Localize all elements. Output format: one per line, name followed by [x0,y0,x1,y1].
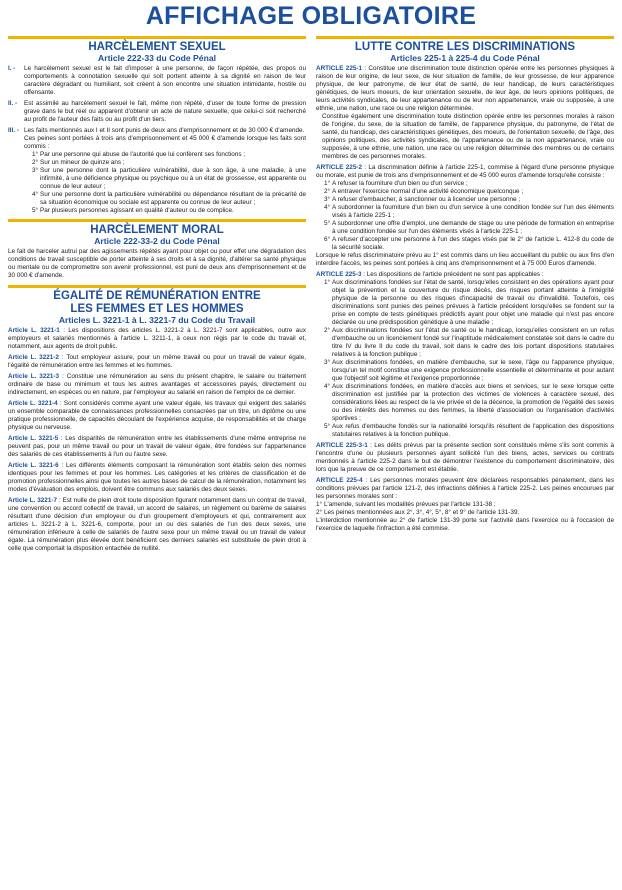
section-title-harcelement-moral: HARCÈLEMENT MORAL [90,224,224,236]
item-text: Aux discriminations fondées sur l'état de santé ou le handicap, lorsqu'elles consistent en un refus d'embauche ou un licenciement fondé sur l'inaptitude médicalement constatée soit dans le cadre du titre IV du livre II du code du travail, soit dans le cadre des lois portant dispositions statutaires relatives à la fonction publique ; [332,327,614,358]
list-item [32,167,306,191]
item-text: A refuser d'accepter une personne à l'un des stages visés par le 2° de l'article L. 412-8 du code de la sécurité sociale. [332,236,614,251]
article-label: Article L. 3221-7 [8,497,57,504]
item-text: A subordonner la fourniture d'un bien ou d'un service à une condition fondée sur l'un des éléments visés à l'article 225-1 ; [332,204,614,219]
list-item [324,180,614,188]
article-text: : Est nulle de plein droit toute disposition figurant notamment dans un contrat de travail, une convention ou accord collectif de travail, un accord de salaires, un règlement ou barème de salaires résultant d'une décision d'un employeur ou d'un groupement d'employeurs et qui, contrairement aux articles L. 3221-2 à L. 3221-6, comporte, pour un ou des salariés de l'un des deux sexes, une rémunération inférieure à celle de salariés de l'autre sexe pour un même travail ou un travail de valeur égale. La rémunération plus élevée dont bénéficient ces derniers salariés est substituée de plein droit à celle que comportait la disposition entachée de nullité. [8,497,306,552]
article-label: Article L. 3221-2 [8,354,59,361]
item-number: 5° [324,423,331,430]
item-number: 3° [324,359,331,366]
article-225-3 [316,271,614,279]
list-item [324,279,614,327]
section-title-discriminations: LUTTE CONTRE LES DISCRIMINATIONS [354,41,576,53]
paragraph-text-block [24,127,306,151]
item-number: 2° [324,188,331,195]
article-label: Article L. 3221-5 [8,435,59,442]
item-text: Par une personne qui abuse de l'autorité que lui confèrent ses fonctions ; [40,151,246,158]
item-number: 5° [32,207,39,214]
item-number: 2° [316,509,323,516]
list-item [324,196,614,204]
article-225-1-b: Constitue également une discrimination toute distinction opérée entre les personnes morales à raison de l'origine, du sexe, de la situation de famille, de l'apparence physique, du patronyme, de l'état de santé, du handicap, des caractéristiques génétiques, des moeurs, de l'orientation sexuelle, de l'âge, des opinions politiques, des activités syndicales, de l'appartenance ou de la non appartenance, vraie ou supposée, à une ethnie, une nation, une race ou une religion déterminée des membres ou de certains membres de ces personnes morales. [322,113,614,160]
article-label: Article L. 3221-4 [8,400,58,407]
section-divider [8,219,306,222]
item-number: 3° [32,167,39,174]
item-number: 2° [324,327,331,334]
list-225-3 [316,279,614,439]
article-text: : Les dispositions de l'article précédent ne sont pas applicables : [361,271,544,278]
item-number: 5° [324,220,331,227]
article-label: Article L. 3221-6 [8,462,59,469]
item-text: Sur une personne dont la particulière vulnérabilité, due à son âge, à une maladie, à une infirmité, à une déficience physique ou psychique ou à un état de grossesse, est apparente ou connue de leur auteur ; [40,167,306,190]
article-225-2-b: Lorsque le refus discriminatoire prévu au 1° est commis dans un lieu accueillant du public ou aux fins d'en interdire l'accès, les peines sont portées à cinq ans d'emprisonnement et à 75 000 Euros d'amende. [316,252,614,267]
item-number: 1° [324,279,331,286]
item-number: 1° [324,180,331,187]
article-text: : Les disparités de rémunération entre les établissements d'une même entreprise ne peuvent pas, pour un même travail ou pour un travail de valeur égale, être fondées sur l'appartenance des salariés de ces établissements à l'un ou l'autre sexe. [8,435,306,458]
section-divider [8,36,306,39]
list-item [324,204,614,220]
paragraph-text: Est assimilé au harcèlement sexuel le fait, même non répété, d'user de toute forme de pression grave dans le but réel ou apparent d'obtenir un acte de nature sexuelle, que celui-ci soit recherché au profit de l'auteur des faits ou au profit d'un tiers. [24,100,306,123]
item-number: 3° [324,196,331,203]
article-text: : Les différents éléments composant la rémunération sont établis selon des normes identiques pour les femmes et pour les hommes. Les catégories et les critères de classification et de promotion professionnelles ainsi que toutes les autres bases de calcul de la rémunération, notamment les modes d'évaluation des emplois, doivent être communs aux salariés des deux sexes. [8,462,306,493]
paragraph-number: II. - [8,100,18,107]
list-item [324,327,614,359]
list-item [316,501,614,509]
list-harcelement-sexuel [8,151,306,215]
article-label: ARTICLE 225-2 [316,164,362,171]
article-225-1 [316,65,614,113]
item-text: Aux discriminations fondées, en matière d'embauche, sur le sexe, l'âge ou l'apparence physique, lorsqu'un tel motif constitue une exigence professionnelle essentielle et déterminante et pour autant que l'objectif soit légitime et l'exigence proportionnée ; [332,359,614,382]
section-subtitle-harcelement-moral: Article 222-33-2 du Code Pénal [94,236,220,246]
section-title-egalite-line2: LES FEMMES ET LES HOMMES [70,303,244,315]
list-item [32,191,306,207]
item-number: 6° [324,236,331,243]
paragraph-iii [8,127,306,151]
item-text: Sur une personne dont la particulière vulnérabilité ou dépendance résultant de la précarité de sa situation économique ou sociale est apparente ou connue de leur auteur ; [40,191,306,206]
section-subtitle-discriminations: Articles 225-1 à 225-4 du Code Pénal [390,53,540,63]
article-225-2 [316,164,614,180]
paragraph-number: III. - [8,127,19,134]
item-text: Par plusieurs personnes agissant en qualité d'auteur ou de complice. [40,207,234,214]
list-item [32,151,306,159]
article-label: Article L. 3221-3 [8,373,60,380]
article-l3221-4 [8,400,306,432]
columns [8,34,614,556]
section-subtitle-harcelement-sexuel: Article 222-33 du Code Pénal [98,53,216,63]
article-text: : Tout employeur assure, pour un même travail ou pour un travail de valeur égale, l'égalité de rémunération entre les femmes et les hommes. [8,354,306,369]
article-text: : Constitue une rémunération au sens du présent chapitre, le salaire ou traitement ordinaire de base ou minimum et tous les autres avantages et accessoires payés, directement ou indirectement, en espèces ou en nature, par l'employeur au salarié en raison de l'emploi de ce dernier. [8,373,306,396]
item-number: 1° [316,501,323,508]
article-l3221-6 [8,462,306,494]
right-column [316,34,614,556]
list-225-2 [316,180,614,252]
article-l3221-2 [8,354,306,370]
article-text: : Constitue une discrimination toute distinction opérée entre les personnes physiques à raison de leur origine, de leur sexe, de leur situation de famille, de leur grossesse, de leur apparence physique, de leur patronyme, de leur état de santé, de leur handicap, de leurs caractéristiques génétiques, de leurs moeurs, de leur orientation sexuelle, de leur âge, de leurs opinions politiques, de leurs activités syndicales, de leur appartenance ou de leur non appartenance, vraie ou supposée, à une ethnie, une nation, une race ou une religion déterminée. [316,65,615,112]
article-text: : Les dispositions des articles L. 3221-2 à L. 3221-7 sont applicables, outre aux employeurs et salariés mentionnés à l'article L. 3211-1, à ceux non régis par le code du travail et, notamment, aux agents de droit public. [8,327,306,350]
item-text: Les peines mentionnées aux 2°, 3°, 4°, 5°, 8° et 9° de l'article 131-39. [324,509,520,516]
item-text: A subordonner une offre d'emploi, une demande de stage ou une période de formation en entreprise à une condition fondée sur l'un des éléments visés à l'article 225-1 ; [332,220,614,235]
list-item [324,220,614,236]
item-text: Sur un mineur de quinze ans ; [40,159,125,166]
item-text: A entraver l'exercice normal d'une activité économique quelconque ; [332,188,524,195]
article-label: ARTICLE 225-1 [316,65,363,72]
item-number: 4° [324,204,331,211]
article-label: ARTICLE 225-3 [316,271,362,278]
left-column [8,34,306,556]
section-title-harcelement-sexuel: HARCÈLEMENT SEXUEL [88,41,226,53]
list-item [324,188,614,196]
article-225-4-b: L'interdiction mentionnée au 2° de l'article 131-39 porte sur l'activité dans l'exercice ou à l'occasion de l'exercice de laquelle l'infraction a été commise. [316,517,614,532]
page-title: AFFICHAGE OBLIGATOIRE [145,2,477,30]
item-number: 4° [324,383,331,390]
item-text: Aux refus d'embauche fondés sur la nationalité lorsqu'ils résultent de l'application des dispositions statutaires relatives à la fonction publique. [332,423,614,438]
list-item [324,236,614,252]
article-text: : La discrimination définie à l'article 225-1, commise à l'égard d'une personne physique ou morale, est punie de trois ans d'emprisonnement et de 45 000 euros d'amende lorsqu'elle consiste : [316,164,614,179]
paragraph-text: Le harcèlement sexuel est le fait d'imposer à une personne, de façon répétée, des propos ou comportements à connotation sexuelle qui soit portent atteinte à sa dignité en raison de leur caractère dégradant ou humiliant, soit créent à son encontre une situation intimidante, hostile ou offensante. [24,65,306,96]
list-item [324,383,614,423]
article-text: : Les personnes morales peuvent être déclarées responsables pénalement, dans les conditions prévues par l'article 121-2, des infractions définies à l'article 225-2. Les peines encourues par les personnes morales sont : [316,477,614,500]
list-item [32,207,306,215]
item-number: 1° [32,151,39,158]
article-text: : Les délits prévus par la présente section sont constitués même s'ils sont commis à l'encontre d'une ou plusieurs personnes ayant sollicité l'un des biens, actes, services ou contrats mentionnés à l'article 225-2 dans le but de démontrer l'existence du comportement discriminatoire, dès lors que la preuve de ce comportement est établie. [316,442,614,473]
list-item [32,159,306,167]
article-225-4 [316,477,614,501]
article-l3221-1 [8,327,306,351]
article-l3221-7 [8,497,306,553]
section-divider [8,285,306,288]
item-text: L'amende, suivant les modalités prévues par l'article 131-38 ; [324,501,496,508]
article-label: ARTICLE 225-3-1 [316,442,368,449]
list-item [316,509,614,517]
section-divider [316,36,614,39]
article-label: ARTICLE 225-4 [316,477,363,484]
paragraph-text: Les faits mentionnés aux I et II sont punis de deux ans d'emprisonnement et de 30 000 € d'amende. [24,127,305,134]
item-text: Aux discriminations fondées, en matière d'accès aux biens et services, sur le sexe lorsque cette discrimination est justifiée par la protection des victimes de violences à caractère sexuel, des considérations liées au respect de la vie privée et de la décence, la promotion de l'égalité des sexes ou des intérêts des hommes ou des femmes, la liberté d'association ou l'organisation d'activités sportives ; [332,383,614,422]
article-l3221-3 [8,373,306,397]
list-225-4 [316,501,614,517]
paragraph-ii [8,100,306,124]
section-subtitle-egalite: Articles L. 3221-1 à L. 3221-7 du Code du Travail [58,315,256,325]
item-text: A refuser d'embaucher, à sanctionner ou à licencier une personne ; [332,196,521,203]
item-text: Aux discriminations fondées sur l'état de santé, lorsqu'elles consistent en des opérations ayant pour objet la prévention et la couverture du risque décès, des risques portant atteinte à l'intégrité physique de la personne ou des risques d'incapacité de travail ou d'invalidité. Toutefois, ces discriminations sont punies des peines prévues à l'article précédent lorsqu'elles se fondent sur la prise en compte de tests génétiques prédictifs ayant pour objet une maladie qui n'est pas encore déclarée ou une prédisposition génétique à une maladie ; [332,279,614,326]
article-text: : Sont considérés comme ayant une valeur égale, les travaux qui exigent des salariés un ensemble comparable de connaissances professionnelles consacrées par un titre, un diplôme ou une pratique professionnelle, de capacités découlant de l'expérience acquise, de responsabilités et de charge physique ou nerveuse. [8,400,306,431]
item-text: A refuser la fourniture d'un bien ou d'un service ; [332,180,468,187]
article-l3221-5 [8,435,306,459]
paragraph-text-b: Ces peines sont portées à trois ans d'emprisonnement et 45 000 € d'amende lorsque les faits sont commis : [24,135,306,150]
paragraph-i [8,65,306,97]
paragraph-number: I. - [8,65,16,72]
article-label: Article L. 3221-1 [8,327,60,334]
item-number: 4° [32,191,39,198]
paragraph-harcelement-moral: Le fait de harceler autrui par des agissements répétés ayant pour objet ou pour effet une dégradation des conditions de travail susceptible de porter atteinte à ses droits et à sa dignité, d'altérer sa santé physique ou mentale ou de compromettre son avenir professionnel, est puni de deux ans d'emprisonnement et de 30 000 € d'amende. [8,248,306,279]
list-item [324,359,614,383]
article-225-3-1 [316,442,614,474]
section-title-egalite-line1: ÉGALITÉ DE RÉMUNÉRATION ENTRE [53,290,261,302]
item-number: 2° [32,159,39,166]
list-item [324,423,614,439]
